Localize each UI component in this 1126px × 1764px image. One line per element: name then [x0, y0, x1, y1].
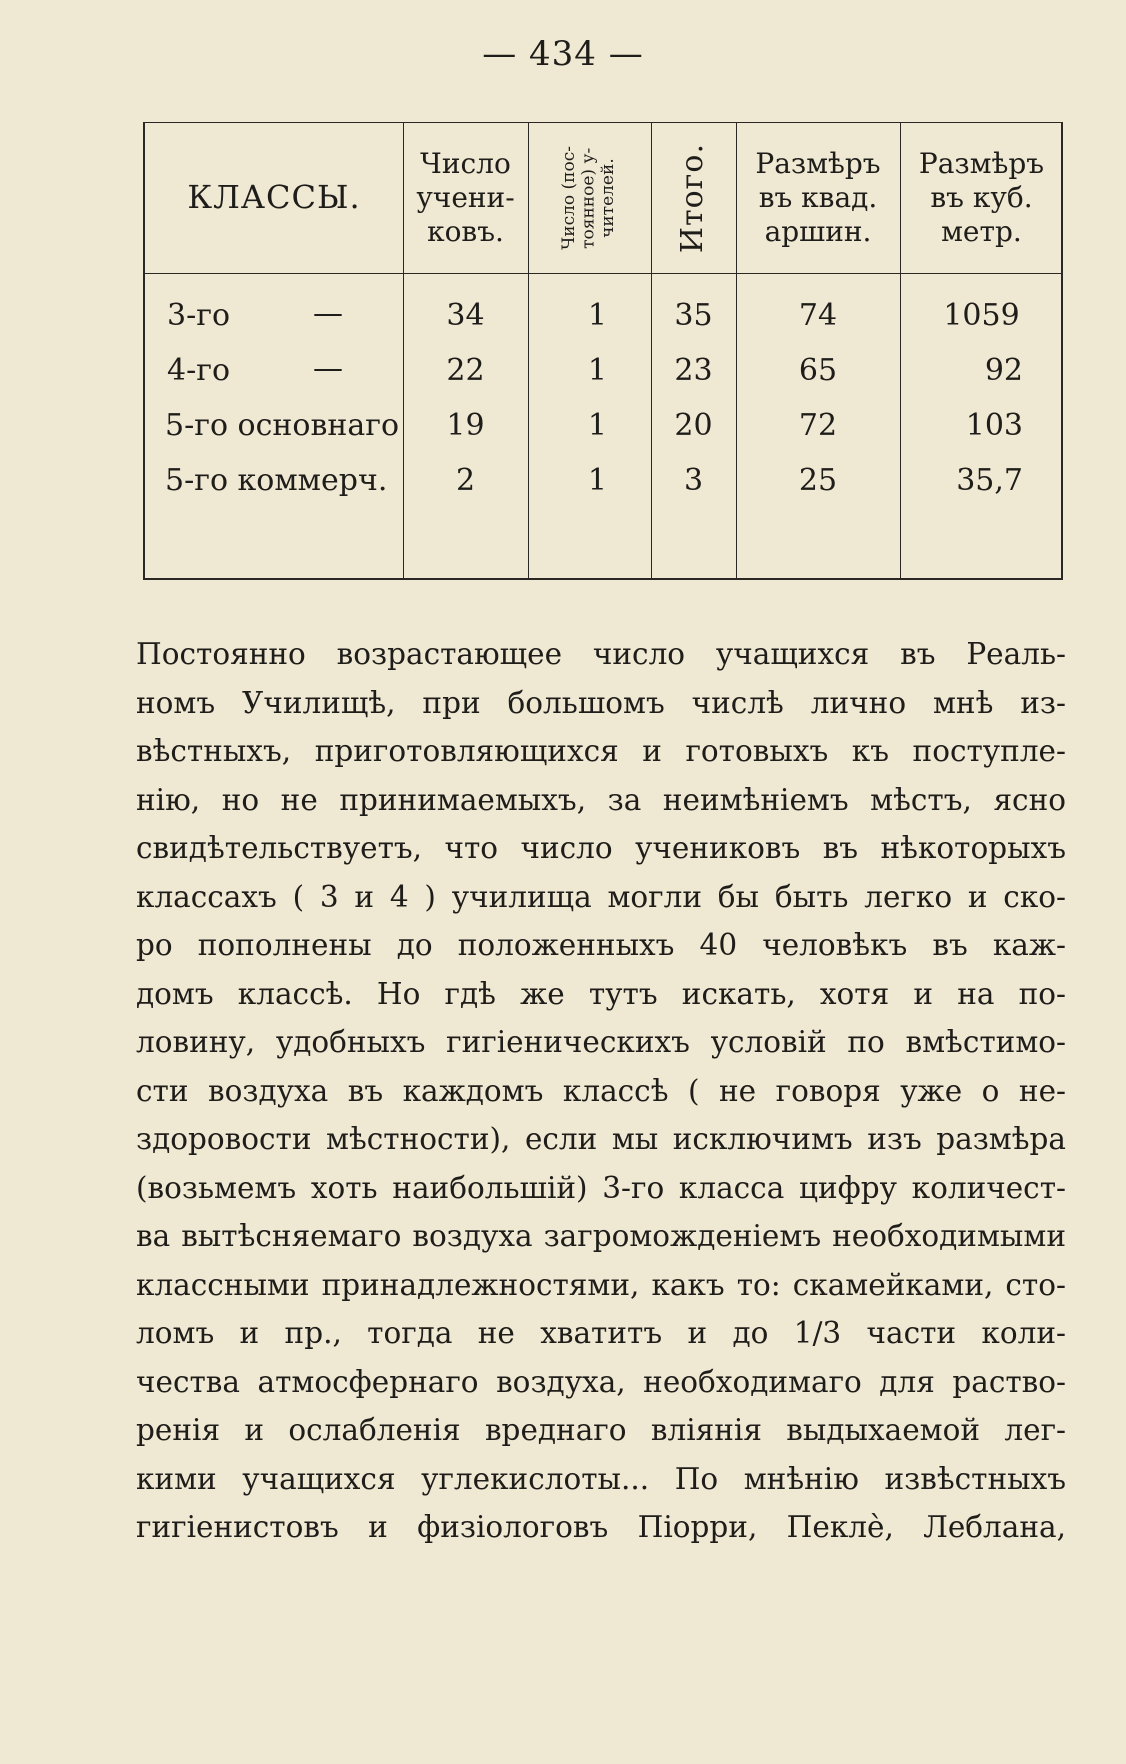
- total-value: 35: [674, 297, 713, 333]
- class-name: 3-го: [167, 297, 231, 333]
- total-value: 20: [674, 407, 713, 443]
- text-line: (возьмемъ хоть наибольшій) 3-го класса цифру количест-: [136, 1170, 1066, 1205]
- volume-value: 1059: [943, 297, 1020, 333]
- volume-value: 92: [984, 352, 1023, 388]
- teachers-value: 1: [587, 407, 607, 443]
- table-row: [145, 398, 1061, 452]
- pupils-value: 22: [446, 352, 485, 388]
- text-line: номъ Училищѣ, при большомъ числѣ лично мнѣ из-: [136, 685, 1066, 720]
- teachers-value: 1: [587, 352, 607, 388]
- text-line: нію, но не принимаемыхъ, за неимѣніемъ мѣстъ, ясно: [136, 782, 1066, 817]
- dash: —: [313, 351, 343, 386]
- class-name: 5-го основнаго: [165, 407, 400, 443]
- header-teachers: Число (пос- тоянное) у- чителей.: [559, 146, 619, 250]
- header-divider: [145, 273, 1061, 274]
- area-value: 74: [798, 297, 838, 333]
- pupils-value: 19: [446, 407, 485, 443]
- text-line: домъ классѣ. Но гдѣ же тутъ искать, хотя и на по-: [136, 976, 1066, 1011]
- area-value: 25: [798, 462, 838, 498]
- table-row: [145, 343, 1061, 397]
- pupils-value: 2: [455, 462, 476, 498]
- text-line: ва вытѣсняемаго воздуха загроможденіемъ необходимыми: [136, 1219, 1066, 1253]
- text-line: ренія и ослабленія вреднаго вліянія выдыхаемой лег-: [136, 1413, 1066, 1447]
- total-value: 3: [683, 462, 704, 498]
- classroom-table: [143, 122, 1063, 580]
- text-line: классахъ ( 3 и 4 ) училища могли бы быть легко и ско-: [136, 879, 1066, 914]
- teachers-value: 1: [587, 462, 607, 498]
- class-name: 4-го: [167, 352, 231, 388]
- header-area: Размѣръ въ квад. аршин.: [755, 146, 881, 249]
- text-line: классными принадлежностями, какъ то: скамейками, сто-: [136, 1267, 1066, 1302]
- volume-value: 103: [965, 407, 1023, 443]
- pupils-value: 34: [446, 297, 485, 333]
- text-line: свидѣтельствуетъ, что число учениковъ въ нѣкоторыхъ: [136, 831, 1066, 865]
- class-name: 5-го коммерч.: [165, 462, 388, 498]
- text-line: кими учащихся углекислоты... По мнѣнію извѣстныхъ: [136, 1461, 1066, 1496]
- table-row: [145, 453, 1061, 507]
- area-value: 65: [798, 352, 838, 388]
- body-paragraph: [136, 630, 1066, 1552]
- text-line: ро пополнены до положенныхъ 40 человѣкъ въ каж-: [136, 928, 1066, 962]
- text-line: здоровости мѣстности), если мы исключимъ изъ размѣра: [136, 1122, 1066, 1156]
- page-number: — 434 —: [482, 34, 644, 74]
- area-value: 72: [798, 407, 838, 443]
- volume-value: 35,7: [956, 462, 1023, 498]
- text-line: ловину, удобныхъ гигіеническихъ условій по вмѣстимо-: [136, 1025, 1066, 1059]
- header-classes: КЛАССЫ.: [187, 178, 361, 217]
- text-line: гигіенистовъ и физіологовъ Піорри, Пеклѐ, Леблана,: [136, 1510, 1066, 1544]
- text-line: Постоянно возрастающее число учащихся въ Реаль-: [136, 637, 1066, 671]
- header-total: Итого.: [675, 142, 711, 254]
- text-line: ломъ и пр., тогда не хватитъ и до 1/3 части коли-: [136, 1316, 1066, 1350]
- table-row: [145, 288, 1061, 342]
- total-value: 23: [674, 352, 713, 388]
- teachers-value: 1: [587, 297, 607, 333]
- header-volume: Размѣръ въ куб. метр.: [918, 146, 1045, 249]
- header-pupils: Число учени- ковъ.: [416, 146, 515, 249]
- dash: —: [313, 296, 343, 331]
- text-line: сти воздуха въ каждомъ классѣ ( не говоря уже о не-: [136, 1073, 1066, 1108]
- text-line: вѣстныхъ, приготовляющихся и готовыхъ къ поступле-: [136, 734, 1066, 768]
- text-line: чества атмосфернаго воздуха, необходимаго для раство-: [136, 1364, 1066, 1399]
